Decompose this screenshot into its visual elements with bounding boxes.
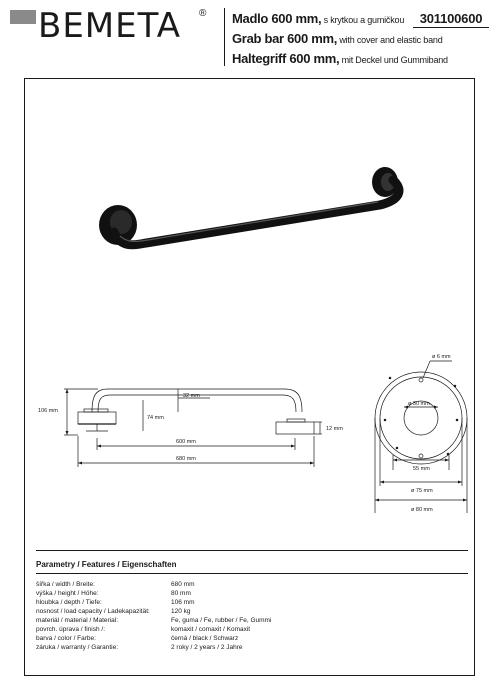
label-55: 55 mm: [413, 466, 430, 472]
hole-bottom: [419, 454, 423, 458]
label-680: 680 mm: [176, 456, 196, 462]
param-row: materiál / material / Material: Fe, guma / Fe, rubber / Fe, Gummi: [36, 617, 272, 624]
label-80: ø 80 mm: [411, 507, 433, 513]
label-30: ø 30 mm: [408, 401, 430, 407]
param-row: barva / color / Farbe: černá / black / Schwarz: [36, 635, 239, 642]
label-32: 32 mm: [183, 393, 200, 399]
params-rule-bottom: [36, 573, 468, 574]
title-czech: Madlo 600 mm, s krytkou a gumičkou: [232, 11, 405, 26]
product-code: 301100600: [419, 11, 483, 26]
label-74: 74 mm: [147, 415, 164, 421]
label-106: 106 mm: [38, 408, 58, 414]
outer-circle-80: [375, 372, 467, 464]
param-row: nosnost / load capacity / Ladekapazität: 120 kg: [36, 608, 191, 615]
params-title: Parametry / Features / Eigenschaften: [36, 560, 177, 569]
cover-circle-75: [380, 377, 462, 459]
params-rule-top: [36, 550, 468, 551]
param-row: záruka / warranty / Garantie: 2 roky / 2 years / 2 Jahre: [36, 644, 243, 651]
param-row: výška / height / Höhe: 80 mm: [36, 590, 191, 597]
brand-logo: BEMETA: [38, 6, 182, 46]
hole-top: [419, 378, 423, 382]
registered-mark: ®: [199, 8, 207, 19]
title-english: Grab bar 600 mm, with cover and elastic band: [232, 31, 443, 46]
param-row: povrch. úprava / finish /: komaxit / comaxit / Komaxit: [36, 626, 251, 633]
title-german: Haltegriff 600 mm, mit Deckel und Gummiband: [232, 51, 448, 66]
label-6: ø 6 mm: [432, 354, 451, 360]
label-12: 12 mm: [326, 426, 343, 432]
label-75: ø 75 mm: [411, 488, 433, 494]
param-row: šířka / width / Breite: 680 mm: [36, 581, 195, 588]
param-row: hloubka / depth / Tiefe: 106 mm: [36, 599, 195, 606]
label-600: 600 mm: [176, 439, 196, 445]
